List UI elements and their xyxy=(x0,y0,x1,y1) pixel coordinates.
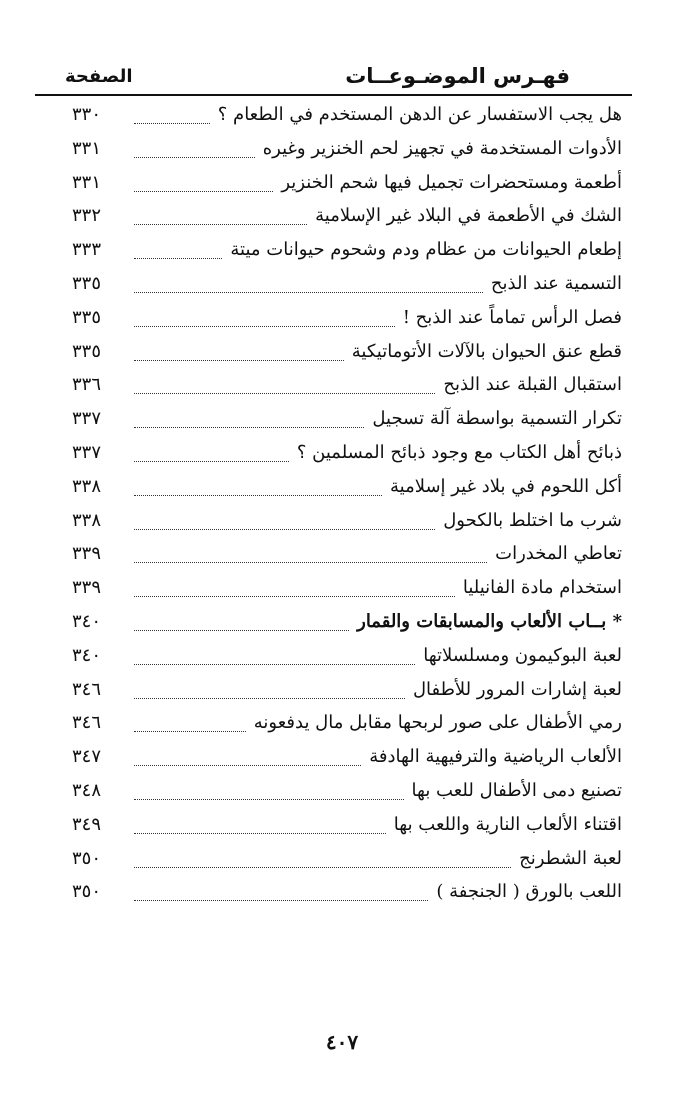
toc-entry-page: ٣٣٦ xyxy=(72,374,102,396)
toc-section-row xyxy=(72,607,622,641)
toc-entry-page: ٣٤٩ xyxy=(72,813,102,835)
dot-leader xyxy=(134,528,435,530)
dot-leader xyxy=(134,257,222,259)
toc-row xyxy=(72,877,622,911)
dot-leader xyxy=(134,866,511,868)
toc-entry-page: ٣٣٨ xyxy=(72,509,102,531)
toc-row xyxy=(72,708,622,742)
toc-entry-page: ٣٤٦ xyxy=(72,678,102,700)
toc-entry-title: تصنيع دمى الأطفال للعب بها xyxy=(411,780,622,801)
toc-entry-page: ٣٤٠ xyxy=(72,611,102,632)
toc-row xyxy=(72,337,622,371)
dot-leader xyxy=(134,730,246,732)
dot-leader xyxy=(134,798,404,800)
toc-entry-page: ٣٣٩ xyxy=(72,543,102,565)
toc-entry-title: الشك في الأطعمة في البلاد غير الإسلامية xyxy=(315,205,622,227)
toc-entry-page: ٣٣٥ xyxy=(72,306,102,328)
dot-leader xyxy=(134,494,382,496)
toc-header xyxy=(35,62,632,96)
toc-row xyxy=(72,438,622,472)
toc-row xyxy=(72,776,622,810)
toc-row xyxy=(72,539,622,573)
toc-entry-title: التسمية عند الذبح xyxy=(490,273,622,294)
toc-entry-page: ٣٥٠ xyxy=(72,881,102,903)
toc-entry-title: * بــاب الألعاب والمسابقات والقمار xyxy=(357,611,622,632)
toc-entry-title: إطعام الحيوانات من عظام ودم وشحوم حيوانات ميتة xyxy=(230,239,622,261)
dot-leader xyxy=(134,190,273,192)
dot-leader xyxy=(134,832,386,834)
toc-entry-page: ٣٤٧ xyxy=(72,746,102,768)
dot-leader xyxy=(134,359,344,361)
toc-entry-title: هل يجب الاستفسار عن الدهن المستخدم في الطعام ؟ xyxy=(217,104,622,125)
toc-row xyxy=(72,844,622,878)
toc-row xyxy=(72,506,622,540)
toc-row xyxy=(72,235,622,269)
toc-entry-title: الألعاب الرياضية والترفيهية الهادفة xyxy=(369,746,622,768)
toc-row xyxy=(72,269,622,303)
toc-row xyxy=(72,404,622,438)
toc-entry-page: ٣٣٢ xyxy=(72,205,102,227)
toc-entry-title: رمي الأطفال على صور لربحها مقابل مال يدفعونه xyxy=(253,712,622,734)
toc-entry-title: قطع عنق الحيوان بالآلات الأتوماتيكية xyxy=(351,340,622,362)
dot-leader xyxy=(134,223,307,225)
toc-entry-title: لعبة إشارات المرور للأطفال xyxy=(412,678,622,700)
toc-entry-page: ٣٣٩ xyxy=(72,577,102,599)
toc-entry-page: ٣٣٥ xyxy=(72,273,102,294)
toc-entry-title: استخدام مادة الفانيليا xyxy=(462,577,622,599)
toc-entry-page: ٣٣١ xyxy=(72,171,102,193)
toc-title: فهـرس الموضـوعــات xyxy=(345,64,570,88)
toc-row xyxy=(72,168,622,202)
toc-row xyxy=(72,675,622,709)
toc-row xyxy=(72,303,622,337)
dot-leader xyxy=(134,629,349,631)
dot-leader xyxy=(134,460,289,462)
dot-leader xyxy=(134,899,428,901)
toc-entry-title: تعاطي المخدرات xyxy=(495,543,622,565)
toc-entry-page: ٣٣٣ xyxy=(72,239,102,261)
page-column-label: الصفحة xyxy=(65,66,133,87)
toc-entry-title: فصل الرأس تماماً عند الذبح ! xyxy=(402,306,622,328)
toc-entry-title: الأدوات المستخدمة في تجهيز لحم الخنزير وغيره xyxy=(262,137,622,159)
toc-entry-page: ٣٣٠ xyxy=(72,104,102,125)
dot-leader xyxy=(134,325,395,327)
toc-entry-page: ٣٣٨ xyxy=(72,475,102,497)
toc-entry-page: ٣٥٠ xyxy=(72,847,102,869)
toc-row xyxy=(72,810,622,844)
dot-leader xyxy=(134,426,364,428)
dot-leader xyxy=(134,291,483,293)
dot-leader xyxy=(134,561,487,563)
dot-leader xyxy=(134,595,455,597)
toc-entry-page: ٣٣٧ xyxy=(72,408,102,430)
toc-entry-page: ٣٣٥ xyxy=(72,340,102,362)
toc-entry-title: لعبة الشطرنج xyxy=(519,847,622,869)
toc-row xyxy=(72,742,622,776)
page-number: ٤٠٧ xyxy=(325,1030,359,1054)
dot-leader xyxy=(134,764,361,766)
toc-entry-page: ٣٤٠ xyxy=(72,644,102,666)
dot-leader xyxy=(134,122,210,124)
toc-row xyxy=(72,641,622,675)
dot-leader xyxy=(134,697,405,699)
toc-entry-title: أكل اللحوم في بلاد غير إسلامية xyxy=(389,475,622,497)
dot-leader xyxy=(134,156,255,158)
dot-leader xyxy=(134,392,435,394)
toc-entry-title: شرب ما اختلط بالكحول xyxy=(443,509,622,531)
toc-entry-page: ٣٤٨ xyxy=(72,780,102,801)
toc-row xyxy=(72,134,622,168)
toc-entry-title: اقتناء الألعاب النارية واللعب بها xyxy=(393,813,622,835)
toc-row xyxy=(72,100,622,134)
toc-entry-title: لعبة البوكيمون ومسلسلاتها xyxy=(423,644,622,666)
toc-entry-title: تكرار التسمية بواسطة آلة تسجيل xyxy=(372,408,622,430)
toc-entry-title: ذبائح أهل الكتاب مع وجود ذبائح المسلمين ؟ xyxy=(296,442,622,463)
toc-entry-title: استقبال القبلة عند الذبح xyxy=(443,374,622,396)
toc-row xyxy=(72,573,622,607)
toc-entry-page: ٣٣٧ xyxy=(72,442,102,463)
dot-leader xyxy=(134,663,415,665)
toc-row xyxy=(72,472,622,506)
toc-entry-page: ٣٣١ xyxy=(72,137,102,159)
toc-row xyxy=(72,201,622,235)
toc-row xyxy=(72,370,622,404)
toc-entry-title: اللعب بالورق ( الجنجفة ) xyxy=(436,881,622,903)
toc-entry-title: أطعمة ومستحضرات تجميل فيها شحم الخنزير xyxy=(281,171,622,193)
toc-entry-page: ٣٤٦ xyxy=(72,712,102,734)
